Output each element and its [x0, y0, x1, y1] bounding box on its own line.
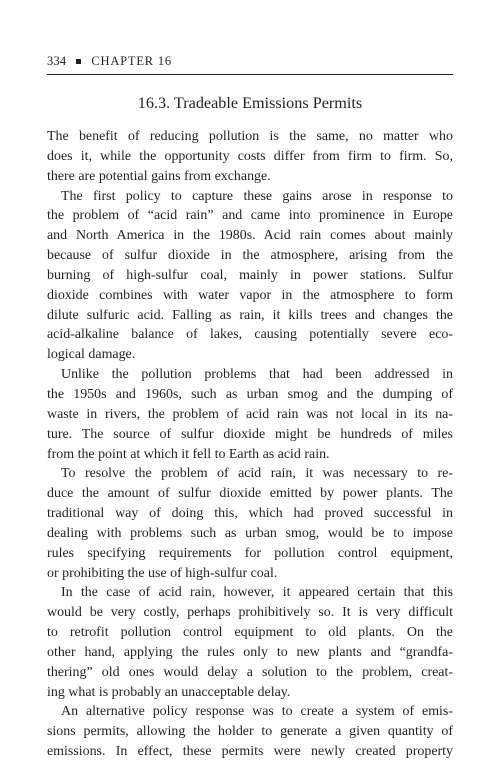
text-line: sions permits, allowing the holder to generate a given quantity of: [47, 724, 453, 740]
text-line: dioxide combines with water vapor in the atmosphere to form: [47, 287, 453, 303]
bullet-separator-icon: [76, 59, 81, 64]
text-line: To resolve the problem of acid rain, it was necessary to re-: [61, 466, 453, 482]
text-line: logical damage.: [47, 347, 136, 363]
text-line: there are potential gains from exchange.: [47, 168, 271, 184]
text-line: The benefit of reducing pollution is the same, no matter who: [47, 129, 453, 144]
paragraph: [47, 365, 453, 464]
text-line: duce the amount of sulfur dioxide emitted by power plants. The: [47, 486, 453, 502]
text-line: would be very costly, perhaps prohibitively so. It is very difficult: [47, 605, 453, 621]
text-line: acid-alkaline balance of lakes, causing potentially severe eco-: [47, 327, 453, 343]
text-line: other hand, applying the rules only to new plants and “grandfa-: [47, 644, 453, 660]
text-line: and North America in the 1980s. Acid rain comes about mainly: [47, 228, 453, 244]
chapter-label: CHAPTER 16: [91, 54, 172, 68]
text-line: from the point at which it fell to Earth as acid rain.: [47, 446, 330, 462]
text-line: traditional way of doing this, which had proved successful in: [47, 506, 453, 522]
text-line: the 1950s and 1960s, such as urban smog and the dumping of: [47, 386, 453, 402]
text-line: The first policy to capture these gains arose in response to: [61, 188, 453, 204]
text-line: Unlike the pollution problems that had been addressed in: [61, 367, 453, 383]
paragraph: [47, 187, 453, 366]
header-rule: [47, 74, 453, 75]
text-line: or prohibiting the use of high-sulfur coal.: [47, 565, 278, 581]
text-line: emissions. In effect, these permits were newly created property: [47, 744, 453, 760]
paragraph: [47, 583, 453, 702]
text-line: waste in rivers, the problem of acid rain was not local in its na-: [47, 406, 453, 422]
text-line: ture. The source of sulfur dioxide might be hundreds of miles: [47, 426, 453, 442]
text-line: the problem of “acid rain” and came into prominence in Europe: [47, 208, 453, 224]
running-head: [47, 53, 452, 69]
paragraph: [47, 127, 453, 187]
text-line: to retrofit pollution control equipment to old plants. On the: [47, 625, 453, 641]
text-line: because of sulfur dioxide in the atmosphere, arising from the: [47, 248, 453, 264]
text-line: burning of high-sulfur coal, mainly in power stations. Sulfur: [47, 267, 453, 283]
text-line: rules specifying requirements for pollution control equipment,: [47, 545, 453, 561]
text-line: In the case of acid rain, however, it appeared certain that this: [61, 585, 453, 601]
text-line: does it, while the opportunity costs differ from firm to firm. So,: [47, 148, 453, 164]
text-line: ing what is probably an unacceptable delay.: [47, 684, 291, 700]
body-text: [47, 127, 453, 762]
section-title: 16.3. Tradeable Emissions Permits: [137, 94, 363, 112]
text-line: dilute sulfuric acid. Falling as rain, it kills trees and changes the: [47, 307, 453, 323]
text-line: An alternative policy response was to create a system of emis-: [61, 704, 453, 720]
text-line: dealing with problems such as urban smog, would be to impose: [47, 525, 453, 541]
paragraph: [47, 464, 453, 583]
text-line: thering” old ones would delay a solution to the problem, creat-: [47, 664, 453, 680]
page-number: 334: [47, 54, 67, 68]
paragraph: [47, 702, 453, 762]
